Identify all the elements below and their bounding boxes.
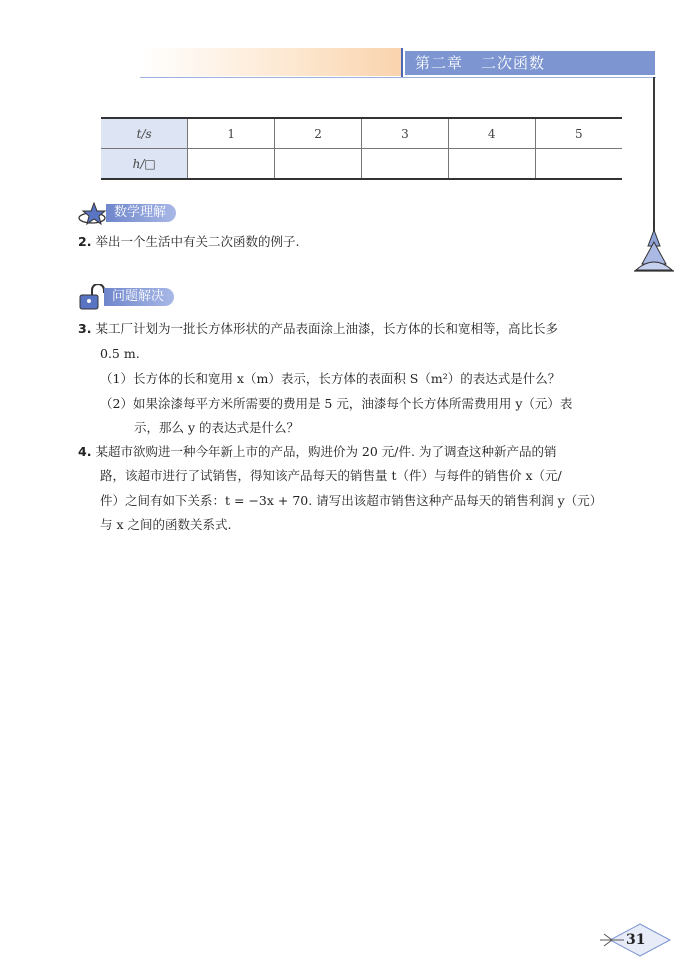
- data-table: [101, 117, 622, 180]
- question-number: 2.: [78, 234, 92, 249]
- page-number: 31: [626, 932, 646, 948]
- page-number-badge: [600, 920, 680, 960]
- sub-question: 示，那么 y 的表达式是什么？: [134, 420, 300, 435]
- table-row: [101, 149, 622, 180]
- section-title: 数学理解: [106, 204, 176, 222]
- sub-question: （1）长方体的长和宽用 x（m）表示，长方体的表面积 S（m²）的表达式是什么？: [100, 371, 561, 386]
- section-title: 问题解决: [104, 288, 174, 306]
- sub-question: （2）如果涂漆每平方米所需要的费用是 5 元，油漆每个长方体所需费用用 y（元）表: [100, 396, 573, 411]
- table-cell: 4: [448, 118, 535, 149]
- table-cell: t/s: [101, 118, 188, 149]
- chapter-label: 第二章: [415, 54, 464, 72]
- question-text: 0.5 m.: [100, 346, 140, 361]
- tower-icon: [634, 220, 674, 274]
- header-rule: [140, 77, 656, 78]
- section-solving: [78, 286, 174, 308]
- question-number: 3.: [78, 321, 92, 336]
- table-cell: [361, 149, 448, 180]
- table-cell: 1: [188, 118, 275, 149]
- table-row: [101, 118, 622, 149]
- question-text: 某超市欲购进一种今年新上市的产品，购进价为 20 元/件. 为了调查这种新产品的销: [95, 444, 557, 459]
- table-cell: 3: [361, 118, 448, 149]
- question-text: 路，该超市进行了试销售，得知该产品每天的销售量 t（件）与每件的销售价 x（元/: [100, 468, 562, 483]
- chapter-header: [405, 51, 655, 75]
- header-divider: [401, 48, 403, 78]
- margin-line: [653, 77, 655, 232]
- question-2: [78, 231, 299, 253]
- question-text: 某工厂计划为一批长方体形状的产品表面涂上油漆，长方体的长和宽相等，高比长多: [95, 321, 558, 336]
- section-understanding: [78, 202, 176, 224]
- question-4: [78, 441, 556, 463]
- table-cell: [188, 149, 275, 180]
- question-3: [78, 318, 558, 340]
- question-number: 4.: [78, 444, 92, 459]
- question-text: 举出一个生活中有关二次函数的例子.: [95, 234, 300, 249]
- chapter-title: 二次函数: [481, 54, 546, 72]
- header-decoration: [140, 48, 402, 76]
- question-text: 件）之间有如下关系：t = −3x + 70. 请写出该超市销售这种产品每天的销售利润 y（元）: [100, 493, 603, 508]
- table-cell: h/□: [101, 149, 188, 180]
- question-text: 与 x 之间的函数关系式.: [100, 517, 232, 532]
- table-cell: [275, 149, 362, 180]
- table-cell: [448, 149, 535, 180]
- table-cell: [535, 149, 622, 180]
- table-cell: 5: [535, 118, 622, 149]
- table-cell: 2: [275, 118, 362, 149]
